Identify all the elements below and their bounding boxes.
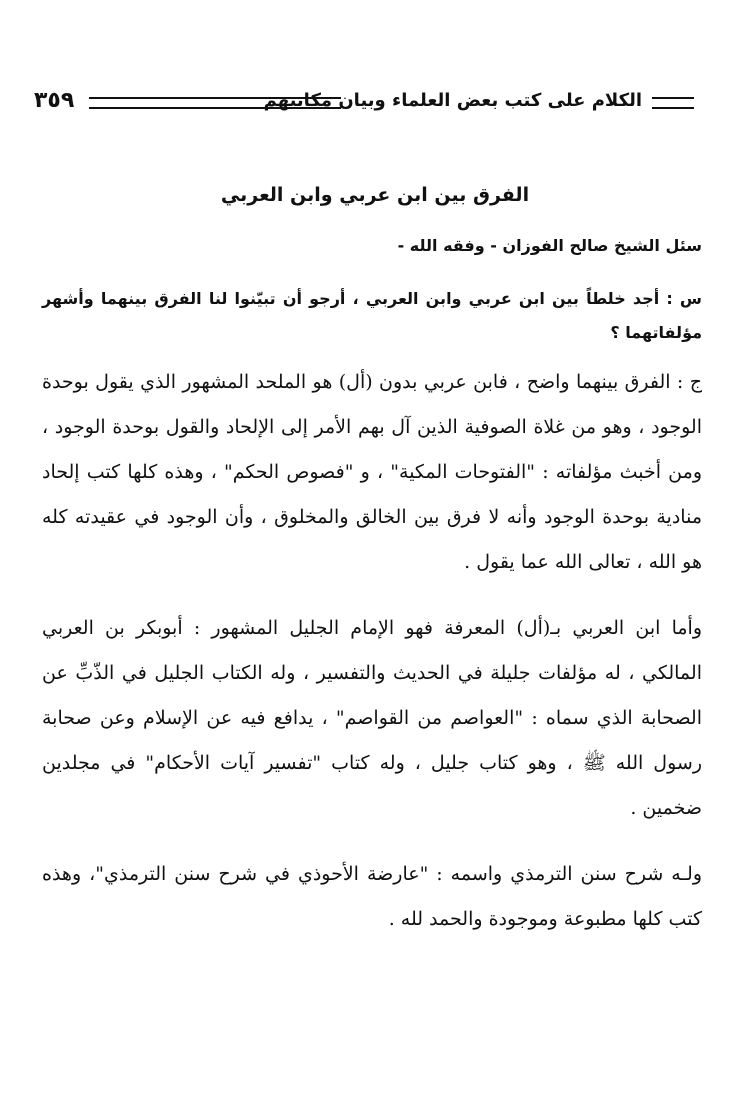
answer-paragraph: ولـه شرح سنن الترمذي واسمه : "عارضة الأحوذي في شرح سنن الترمذي"، وهذه كتب كلها مطبوعة وموجودة والحمد لله . xyxy=(42,863,702,930)
answer-paragraph: ج : الفرق بينهما واضح ، فابن عربي بدون (أل) هو الملحد المشهور الذي يقول بوحدة الوجود ، وهو من غلاة الصوفية الذين آل بهم الأمر إلى الإلحاد والقول بوحدة الوجود ، ومن أخبث مؤلفاته : "الفتوحات المكية" ، و "فصوص الحكم" ، وهذه كلها كتب إلحاد منادية بوحدة الوجود وأنه لا فرق بين الخالق والمخلوق ، وأن الوجود في عقيدته كله هو الله ، تعالى الله عما يقول . xyxy=(42,371,702,573)
page-number: ٣٥٩ xyxy=(34,88,75,113)
running-header xyxy=(34,88,694,118)
header-double-rule-right xyxy=(652,97,694,109)
question-text: س : أجد خلطاً بين ابن عربي وابن العربي ، أرجو أن تبيّنوا لنا الفرق بينهما وأشهر مؤلفاتهما ؟ xyxy=(42,289,702,342)
section-title: الفرق بين ابن عربي وابن العربي xyxy=(220,184,530,206)
header-title: الكلام على كتب بعض العلماء وبيان مكانتهم xyxy=(263,90,642,111)
asked-by-line: سئل الشيخ صالح الفوزان - وفقه الله - xyxy=(397,236,702,255)
header-double-rule-left xyxy=(89,97,341,109)
answer-paragraph: وأما ابن العربي بـ(أل) المعرفة فهو الإمام الجليل المشهور : أبوبكر بن العربي المالكي ، له مؤلفات جليلة في الحديث والتفسير ، وله الكتاب الجليل في الذّبِّ عن الصحابة الذي سماه : "العواصم من القواصم" ، يدافع فيه عن الإسلام وعن صحابة رسول الله ﷺ ، وهو كتاب جليل ، وله كتاب "تفسير آيات الأحكام" في مجلدين ضخمين . xyxy=(42,617,702,819)
